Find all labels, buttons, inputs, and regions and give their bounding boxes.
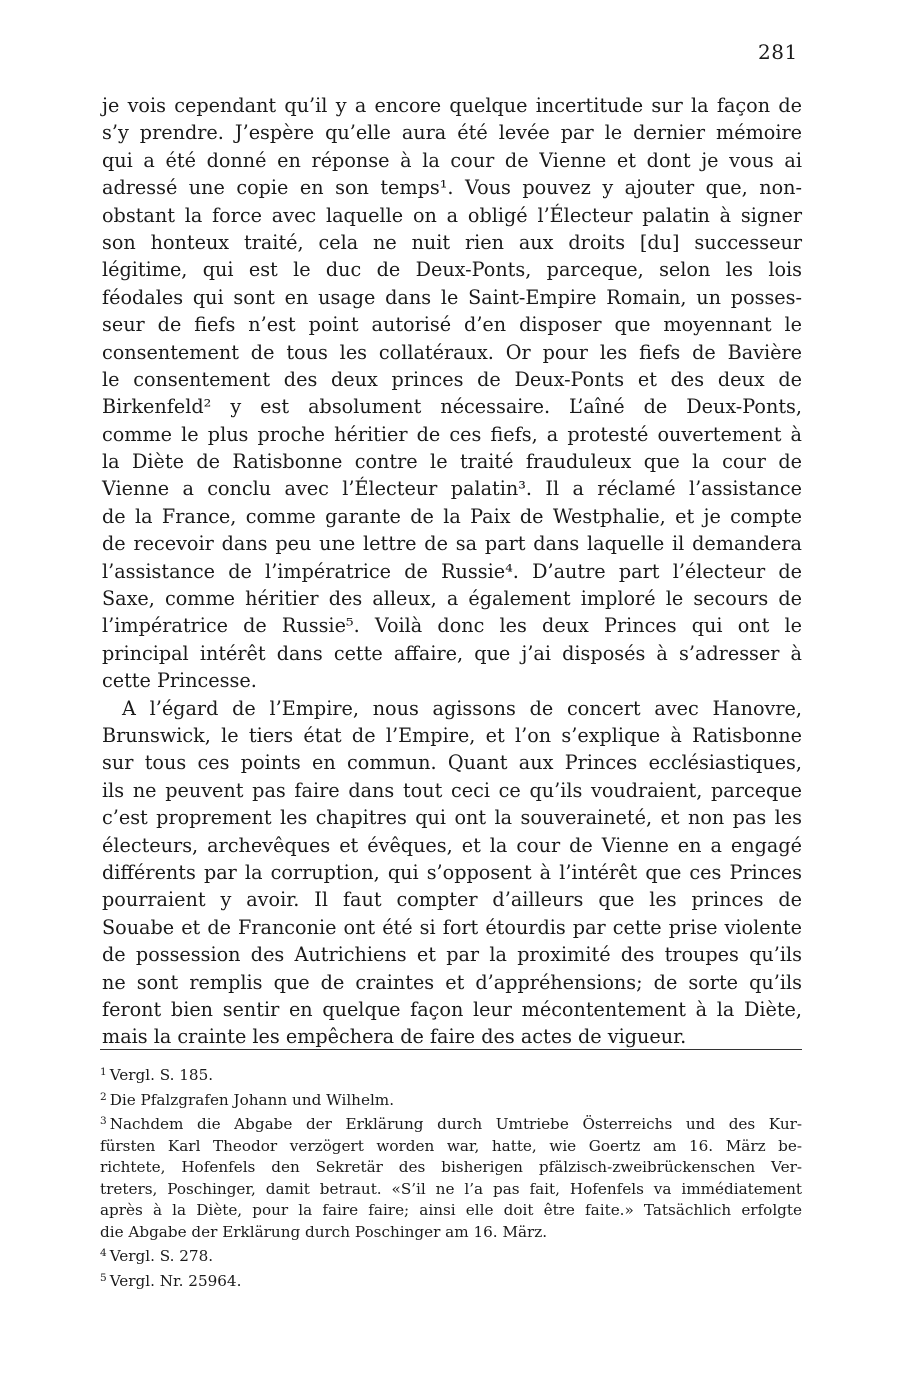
footnote-line xyxy=(100,1136,802,1158)
text-line: je vois cependant qu’il y a encore quelque incertitude sur la façon de xyxy=(102,94,802,117)
text-line: feront bien sentir en quelque façon leur mécontentement à la Diète, xyxy=(102,997,802,1021)
text-line: s’y prendre. J’espère qu’elle aura été levée par le dernier mémoire xyxy=(102,121,802,145)
footnote-line xyxy=(100,1062,802,1087)
footnote-text: Vergl. Nr. 25964. xyxy=(109,1271,242,1290)
text-line: Saxe, comme héritier des alleux, a également imploré le secours de xyxy=(102,587,802,611)
text-line: Vienne a conclu avec l’Électeur palatin³. Il a réclamé l’assistance xyxy=(102,477,802,501)
text-line: sur tous ces points en commun. Quant aux Princes ecclésiastiques, xyxy=(102,751,802,775)
text-line: légitime, qui est le duc de Deux-Ponts, parceque, selon les lois xyxy=(102,258,802,282)
text-line: l’assistance de l’impératrice de Russie⁴. D’autre part l’électeur de xyxy=(102,559,802,583)
footnote-text: après à la Diète, pour la faire faire; ainsi elle doit être faite.» Tatsächlich erfolgte xyxy=(100,1201,802,1219)
footnote-text: Die Pfalzgrafen Johann und Wilhelm. xyxy=(109,1090,395,1109)
text-line: A l’égard de l’Empire, nous agissons de concert avec Hanovre, xyxy=(122,696,802,720)
text-line: Birkenfeld² y est absolument nécessaire. L’aîné de Deux-Ponts, xyxy=(102,395,802,419)
footnote-marker: 2 xyxy=(100,1090,107,1103)
footnote-marker: 1 xyxy=(100,1066,107,1078)
text-line: différents par la corruption, qui s’opposent à l’intérêt que ces Princes xyxy=(102,860,802,884)
footnote-line xyxy=(100,1179,802,1201)
text-line: c’est proprement les chapitres qui ont la souveraineté, et non pas les xyxy=(102,806,802,830)
footnote-marker: 5 xyxy=(100,1271,107,1284)
footnote-text: die Abgabe der Erklärung durch Poschinger am 16. März. xyxy=(100,1222,548,1241)
text-line: ils ne peuvent pas faire dans tout ceci ce qu’ils voudraient, parceque xyxy=(102,778,802,802)
text-line: Souabe et de Franconie ont été si fort étourdis par cette prise violente xyxy=(102,915,802,939)
text-line: féodales qui sont en usage dans le Saint-Empire Romain, un posses- xyxy=(102,285,802,309)
footnote-line xyxy=(100,1268,802,1293)
footnote-line xyxy=(100,1111,802,1136)
footnote-text: treters, Poschinger, damit betraut. «S’il ne l’a pas fait, Hofenfels va immédiatement xyxy=(100,1179,802,1198)
text-line: mais la crainte les empêchera de faire des actes de vigueur. xyxy=(102,1025,687,1049)
text-line: obstant la force avec laquelle on a obligé l’Électeur palatin à signer xyxy=(102,203,802,227)
footnote-line xyxy=(100,1222,802,1244)
text-line: consentement de tous les collatéraux. Or pour les fiefs de Bavière xyxy=(102,340,802,364)
text-line: seur de fiefs n’est point autorisé d’en disposer que moyennant le xyxy=(102,313,802,337)
footnote-marker: 3 xyxy=(100,1115,107,1127)
footnote-text: Vergl. S. 185. xyxy=(109,1066,214,1084)
main-text xyxy=(102,92,802,1051)
footnote-line xyxy=(100,1243,802,1268)
text-line: de possession des Autrichiens et par la proximité des troupes qu’ils xyxy=(102,943,802,967)
footnote-text: Vergl. S. 278. xyxy=(109,1247,214,1265)
text-line: la Diète de Ratisbonne contre le traité frauduleux que la cour de xyxy=(102,450,802,474)
footnote-text: Nachdem die Abgabe der Erklärung durch Umtriebe Österreichs und des Kur- xyxy=(109,1115,802,1133)
text-line: de la France, comme garante de la Paix de Westphalie, et je compte xyxy=(102,504,802,528)
text-line: principal intérêt dans cette affaire, que j’ai disposés à s’adresser à xyxy=(102,641,802,665)
text-line: son honteux traité, cela ne nuit rien aux droits [du] successeur xyxy=(102,230,802,254)
text-line: comme le plus proche héritier de ces fiefs, a protesté ouvertement à xyxy=(102,422,802,446)
footnote-divider xyxy=(100,1049,802,1050)
footnote-text: fürsten Karl Theodor verzögert worden war, hatte, wie Goertz am 16. März be- xyxy=(100,1136,802,1155)
text-line: adressé une copie en son temps¹. Vous pouvez y ajouter que, non- xyxy=(102,176,802,200)
footnotes xyxy=(100,1062,802,1292)
text-line: qui a été donné en réponse à la cour de Vienne et dont je vous ai xyxy=(102,148,802,172)
text-line: le consentement des deux princes de Deux-Ponts et des deux de xyxy=(102,367,802,391)
text-line: cette Princesse. xyxy=(102,669,257,693)
footnote-text: richtete, Hofenfels den Sekretär des bisherigen pfälzisch-zweibrückenschen Ver- xyxy=(100,1158,802,1176)
footnote-marker: 4 xyxy=(100,1247,107,1259)
text-line: ne sont remplis que de craintes et d’appréhensions; de sorte qu’ils xyxy=(102,970,802,994)
footnote-line xyxy=(100,1200,802,1222)
text-line: de recevoir dans peu une lettre de sa part dans laquelle il demandera xyxy=(102,532,802,556)
footnote-line xyxy=(100,1157,802,1179)
text-line: l’impératrice de Russie⁵. Voilà donc les deux Princes qui ont le xyxy=(102,614,802,638)
page-number: 281 xyxy=(758,40,798,64)
text-line: Brunswick, le tiers état de l’Empire, et l’on s’explique à Ratisbonne xyxy=(102,723,802,747)
footnote-line xyxy=(100,1087,802,1112)
text-line: pourraient y avoir. Il faut compter d’ailleurs que les princes de xyxy=(102,888,802,912)
text-line: électeurs, archevêques et évêques, et la cour de Vienne en a engagé xyxy=(102,833,802,857)
